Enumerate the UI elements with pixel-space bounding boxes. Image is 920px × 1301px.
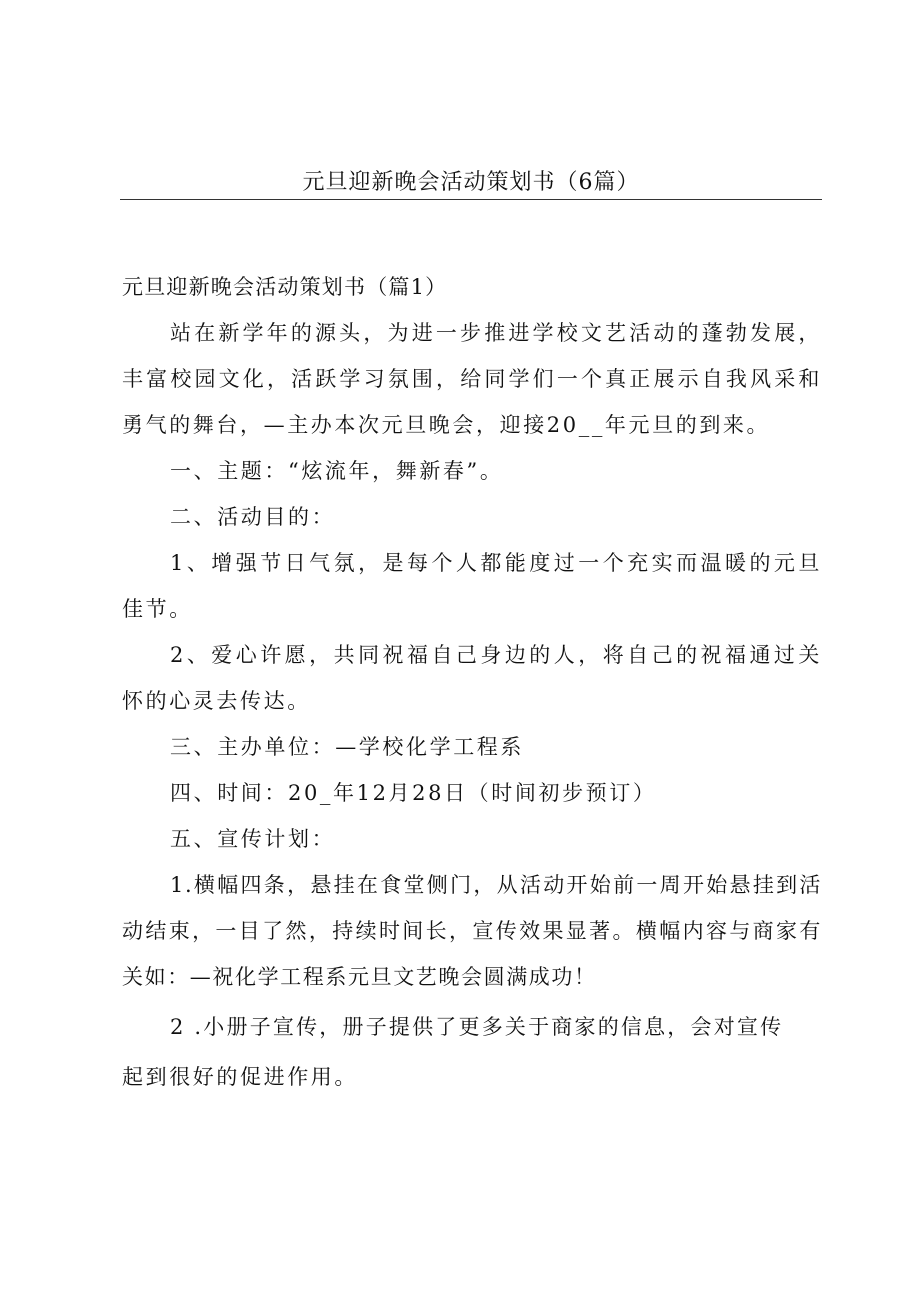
- section-heading: 元旦迎新晚会活动策划书（篇1）: [122, 275, 448, 299]
- purpose-item-2: 2、爱心许愿，共同祝福自己身边的人，将自己的祝福通过关怀的心灵去传达。: [122, 643, 822, 713]
- intro-paragraph: 站在新学年的源头，为进一步推进学校文艺活动的蓬勃发展，丰富校园文化，活跃学习氛围，给同学们一个真正展示自我风采和勇气的舞台，—主办本次元旦晚会，迎接20__年元旦的到来。: [122, 321, 822, 437]
- organizer-paragraph: 三、主办单位：—学校化学工程系: [170, 735, 524, 759]
- purpose-item-1: 1、增强节日气氛，是每个人都能度过一个充实而温暖的元旦佳节。: [122, 551, 822, 621]
- purpose-heading: 二、活动目的：: [170, 505, 336, 529]
- publicity-heading: 五、宣传计划：: [170, 827, 336, 851]
- theme-paragraph: 一、主题：“炫流年，舞新春”。: [170, 459, 504, 483]
- document-title: 元旦迎新晚会活动策划书（6篇）: [302, 170, 640, 195]
- publicity-item-2-continued: 起到很好的促进作用。: [122, 1065, 358, 1089]
- time-paragraph: 四、时间：20_年12月28日（时间初步预订）: [170, 781, 657, 805]
- publicity-item-2: 2 .小册子宣传，册子提供了更多关于商家的信息，会对宣传: [170, 1015, 784, 1039]
- publicity-item-1: 1.横幅四条，悬挂在食堂侧门，从活动开始前一周开始悬挂到活动结束，一目了然，持续时间长，宣传效果显著。横幅内容与商家有关如：—祝化学工程系元旦文艺晚会圆满成功！: [122, 873, 822, 989]
- title-underline: [120, 199, 822, 200]
- document-body: [122, 264, 822, 1100]
